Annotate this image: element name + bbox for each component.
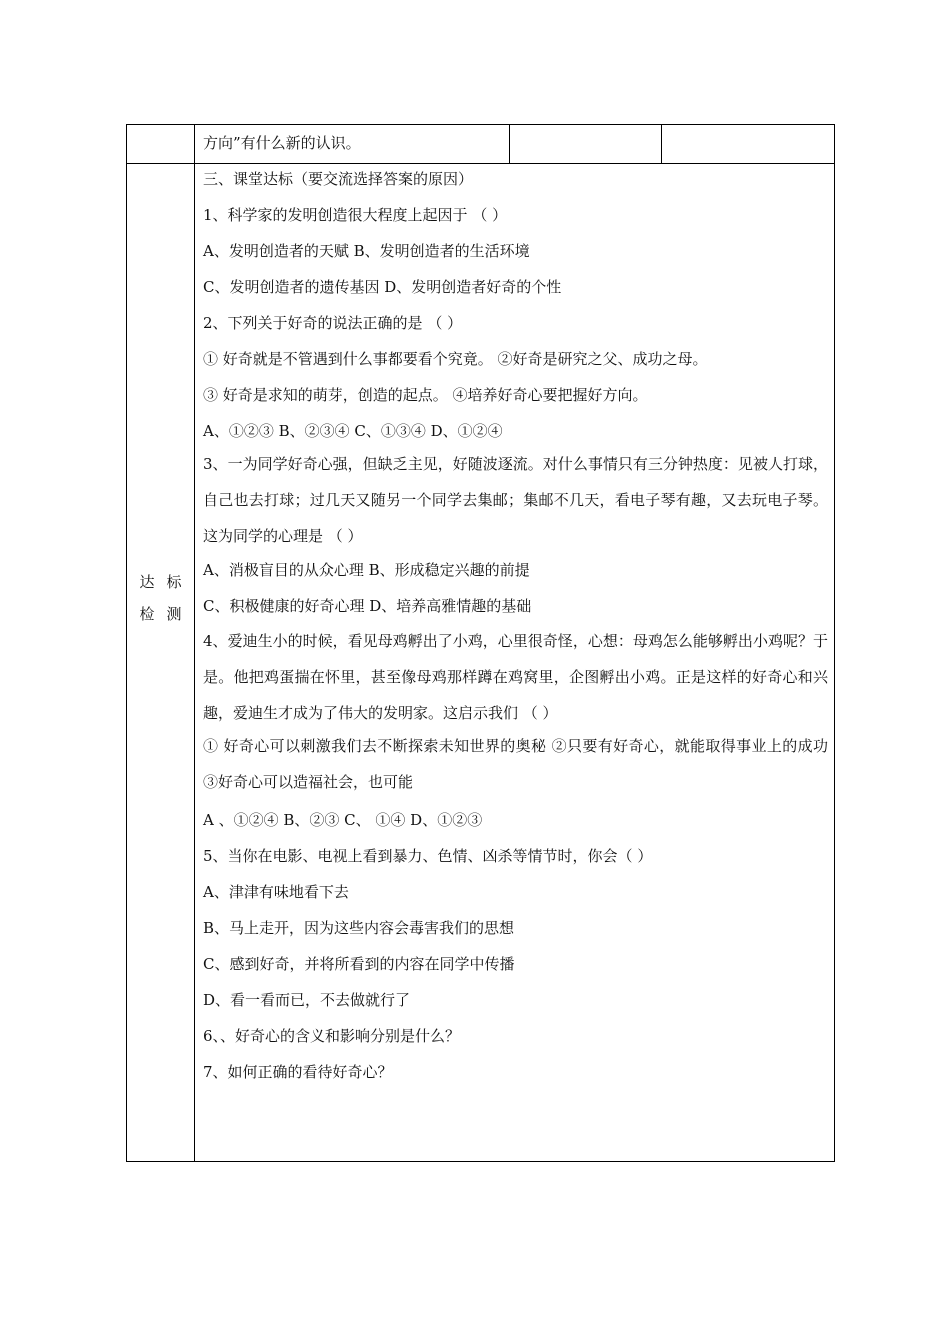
section-title: 三、课堂达标（要交流选择答案的原因） [203,170,474,188]
top-row-text: 方向”有什么新的认识。 [203,134,361,152]
cell-empty-left [127,125,195,164]
cell-top-text [195,125,510,164]
q3-stem: 3、一为同学好奇心强，但缺乏主见，好随波逐流。对什么事情只有三分钟热度：见被人打球，自己也去打球；过几天又随另一个同学去集邮；集邮不几天，看电子琴有趣，又去玩电子琴。这为同学的心理是 （ ） [203,455,828,545]
side-label-line1: 达标 [139,572,194,591]
cell-empty-right [662,125,835,164]
side-label-line2: 检测 [139,604,194,623]
q5-option-b: B、马上走开，因为这些内容会毒害我们的思想 [203,919,515,937]
q4-options: A 、①②④ B、②③ C、 ①④ D、①②③ [203,811,483,829]
q5-option-d: D、看一看而已，不去做就行了 [203,991,411,1009]
q3-options-ab: A、消极盲目的从众心理 B、形成稳定兴趣的前提 [203,561,530,579]
q3-options-cd: C、积极健康的好奇心理 D、培养高雅情趣的基础 [203,597,532,615]
q1-stem: 1、科学家的发明创造很大程度上起因于 （ ） [203,206,508,224]
q2-statements-34: ③ 好奇是求知的萌芽，创造的起点。 ④培养好奇心要把握好方向。 [203,386,648,404]
table-row-top [127,125,835,164]
table-row-assessment [127,164,835,1162]
q1-options-cd: C、发明创造者的遗传基因 D、发明创造者好奇的个性 [203,278,562,296]
q2-options: A、①②③ B、②③④ C、①③④ D、①②④ [203,422,503,440]
q5-stem: 5、当你在电影、电视上看到暴力、色情、凶杀等情节时，你会（ ） [203,847,653,865]
q5-option-c: C、感到好奇，并将所看到的内容在同学中传播 [203,955,515,973]
q2-stem: 2、下列关于好奇的说法正确的是 （ ） [203,314,463,332]
content-body [195,169,834,1082]
q2-statements-12: ① 好奇就是不管遇到什么事都要看个究竟。 ②好奇是研究之父、成功之母。 [203,350,708,368]
q6-text: 6、、好奇心的含义和影响分别是什么？ [203,1027,461,1045]
q5-option-a: A、津津有味地看下去 [203,883,349,901]
content-cell [195,164,835,1162]
lesson-table [126,124,835,1162]
q1-options-ab: A、发明创造者的天赋 B、发明创造者的生活环境 [203,242,530,260]
side-label-cell [127,164,195,1162]
q4-statements: ① 好奇心可以刺激我们去不断探索未知世界的奥秘 ②只要有好奇心，就能取得事业上的成功 ③好奇心可以造福社会，也可能 [203,737,828,791]
cell-empty-mid [510,125,662,164]
q4-stem: 4、爱迪生小的时候，看见母鸡孵出了小鸡，心里很奇怪，心想：母鸡怎么能够孵出小鸡呢？于是。他把鸡蛋揣在怀里，甚至像母鸡那样蹲在鸡窝里，企图孵出小鸡。正是这样的好奇心和兴趣，爱迪生才成为了伟大的发明家。这启示我们 （ ） [203,632,828,722]
q7-text: 7、如何正确的看待好奇心？ [203,1063,393,1081]
